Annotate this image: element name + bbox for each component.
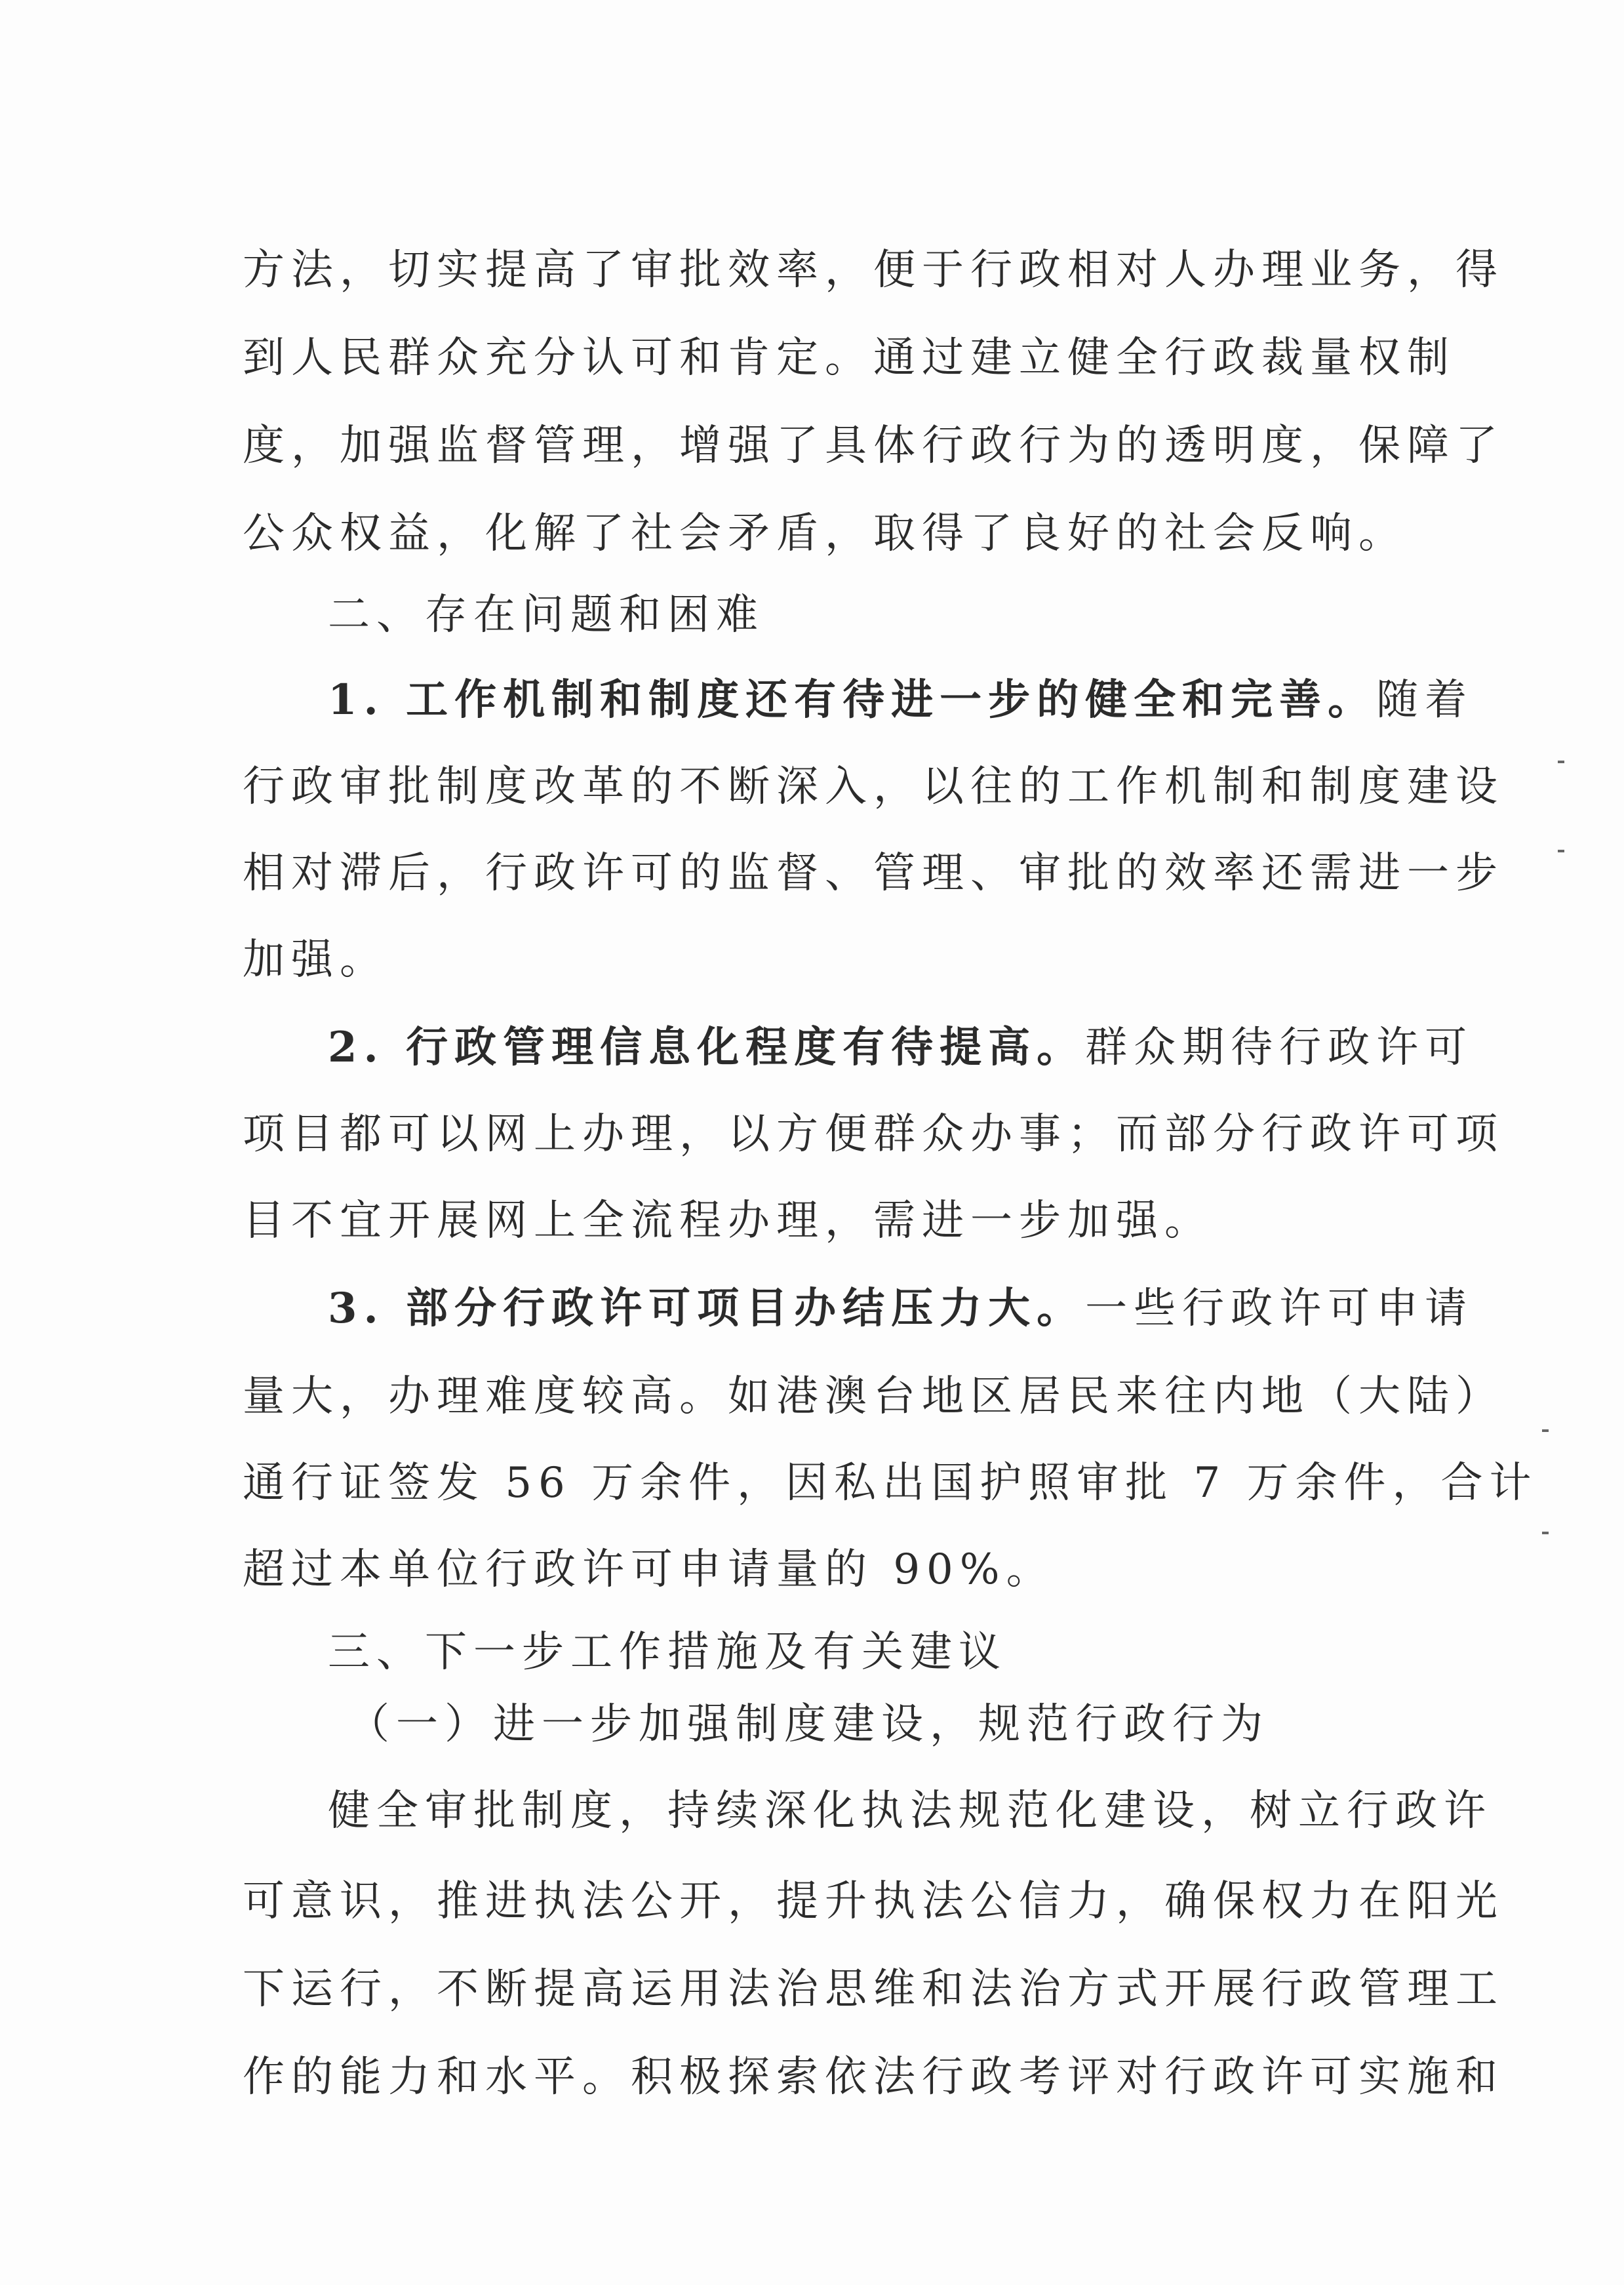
scan-mark [1558,850,1564,852]
paragraph-line: 到人民群众充分认可和肯定。通过建立健全行政裁量权制 [243,334,1456,382]
item-3-tail: 一些行政许可申请 [1085,1284,1474,1333]
item-1-first-line [328,674,1474,726]
paragraph-line: 超过本单位行政许可申请量的 90%。 [243,1545,1055,1594]
item-3-first-line [328,1282,1474,1335]
paragraph-line: 方法，切实提高了审批效率，便于行政相对人办理业务，得 [243,246,1504,294]
paragraph-line: 相对滞后，行政许可的监督、管理、审批的效率还需进一步 [243,849,1504,898]
scan-mark [1542,1429,1549,1432]
paragraph-line: 目不宜开展网上全流程办理，需进一步加强。 [243,1197,1213,1245]
item-2-tail: 群众期待行政许可 [1085,1023,1474,1072]
section-heading: 二、存在问题和困难 [328,591,764,639]
paragraph-line: 项目都可以网上办理，以方便群众办事；而部分行政许可项 [243,1110,1504,1159]
item-2-first-line [328,1022,1474,1074]
paragraph-line: 可意识，推进执法公开，提升执法公信力，确保权力在阳光 [243,1877,1504,1926]
item-2-lead: 2. 行政管理信息化程度有待提高。 [328,1023,1086,1072]
scan-mark [1542,1532,1549,1534]
paragraph-line: 下运行，不断提高运用法治思维和法治方式开展行政管理工 [243,1965,1504,2014]
paragraph-line: 度，加强监督管理，增强了具体行政行为的透明度，保障了 [243,422,1504,470]
subsection-heading: （一）进一步加强制度建设，规范行政行为 [347,1700,1269,1749]
item-1-tail: 随着 [1376,676,1474,725]
scan-mark [1558,761,1564,763]
paragraph-line: 行政审批制度改革的不断深入，以往的工作机制和制度建设 [243,763,1504,811]
item-3-lead: 3. 部分行政许可项目办结压力大。 [328,1284,1086,1333]
paragraph-line: 加强。 [243,936,388,984]
paragraph-line: 作的能力和水平。积极探索依法行政考评对行政许可实施和 [243,2053,1504,2101]
paragraph-line: 公众权益，化解了社会矛盾，取得了良好的社会反响。 [243,509,1407,558]
item-1-lead: 1. 工作机制和制度还有待进一步的健全和完善。 [328,675,1377,725]
section-heading: 三、下一步工作措施及有关建议 [328,1628,1007,1677]
paragraph-line: 通行证签发 56 万余件，因私出国护照审批 7 万余件，合计 [243,1459,1538,1507]
paragraph-line: 健全审批制度，持续深化执法规范化建设，树立行政许 [328,1787,1492,1835]
paragraph-line: 量大，办理难度较高。如港澳台地区居民来往内地（大陆） [243,1372,1504,1421]
